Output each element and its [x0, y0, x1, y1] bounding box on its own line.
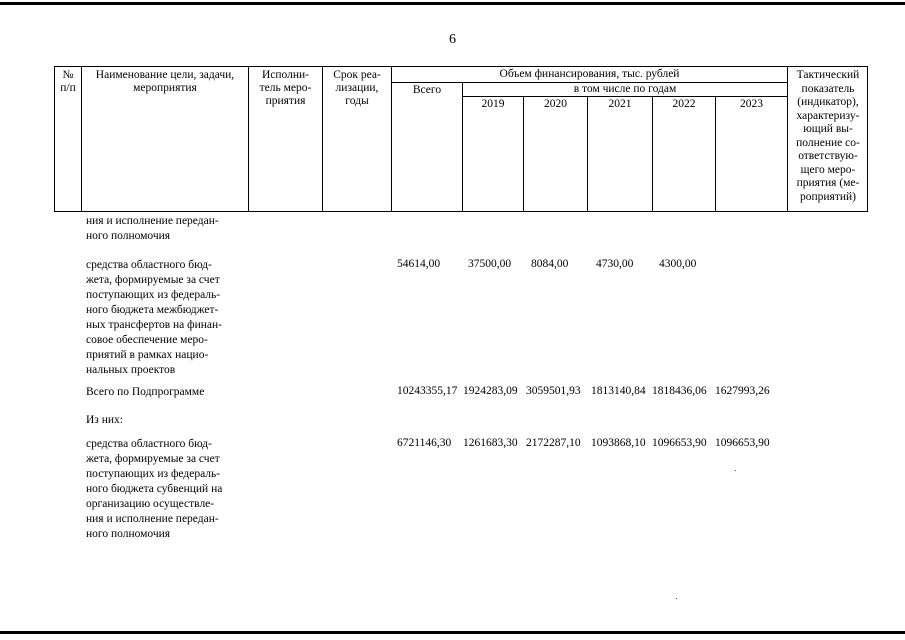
header-indicator: Тактический показатель (индикатор), характеризу- ющий вы- полнение со- ответствую- щего меро- приятия (ме- роприятий) [796, 69, 860, 203]
years-sub-line [462, 96, 787, 97]
row-subprogram-total-total: 10243355,17 [397, 385, 458, 397]
header-number: № п/п [60, 69, 76, 94]
row-subprogram-total-2021: 1813140,84 [591, 385, 646, 397]
header-executor: Исполни- тель меро- приятия [259, 69, 312, 107]
header-finance: Объем финансирования, тыс. рублей [499, 68, 680, 80]
top-border-rule [0, 2, 905, 5]
row-national-projects-label: средства областного бюд- жета, формируемые за счет поступающих из федераль- ного бюджета межбюджет- ных трансфертов на финан- совое обеспечение меро- приятий в рамках нацио- нальных проектов [86, 259, 222, 376]
row-subprogram-total-2020: 3059501,93 [526, 385, 581, 397]
row-subventions-2021: 1093868,10 [591, 437, 646, 449]
row-national-projects-2022: 4300,00 [659, 258, 697, 270]
header-top-line [54, 66, 868, 67]
row-subprogram-total-label: Всего по Подпрограмме [86, 386, 205, 398]
header-year-2023: 2023 [740, 98, 763, 110]
scan-speck [676, 598, 677, 599]
header-term: Срок реа- лизации, годы [333, 69, 381, 107]
bottom-border-rule [0, 631, 905, 634]
row-national-projects-2020: 8084,00 [531, 258, 569, 270]
row-subventions-total: 6721146,30 [397, 437, 452, 449]
vline-9 [715, 96, 716, 212]
row-subventions-2019: 1261683,30 [463, 437, 518, 449]
row-national-projects-2019: 37500,00 [468, 258, 512, 270]
row-subventions-label: средства областного бюд- жета, формируемые за счет поступающих из федераль- ного бюджета субвенций на организацию осуществле- ния и исполнение передан- ного полномочия [86, 438, 223, 540]
header-name: Наименование цели, задачи, мероприятия [95, 69, 235, 94]
row-of-them-label: Из них: [86, 414, 123, 426]
vline-6 [523, 96, 524, 212]
header-year-2022: 2022 [672, 98, 696, 110]
header-total: Всего [412, 84, 442, 96]
row-continuation-label: ния и исполнение передан- ного полномочия [86, 215, 219, 242]
table-header [54, 66, 868, 212]
row-subprogram-total-2019: 1924283,09 [463, 385, 518, 397]
vline-7 [587, 96, 588, 212]
row-national-projects-total: 54614,00 [397, 258, 441, 270]
row-subprogram-total-2023: 1627993,26 [715, 385, 770, 397]
row-subventions-2020: 2172287,10 [526, 437, 581, 449]
row-national-projects-2021: 4730,00 [596, 258, 634, 270]
scan-speck [735, 470, 736, 471]
row-subprogram-total-2022: 1818436,06 [652, 385, 707, 397]
vline-8 [652, 96, 653, 212]
row-subventions-2022: 1096653,90 [652, 437, 707, 449]
row-subventions-2023: 1096653,90 [715, 437, 770, 449]
indicator-bottom-line [787, 211, 868, 212]
page-number: 6 [449, 32, 456, 47]
header-year-2020: 2020 [544, 98, 567, 110]
header-year-2019: 2019 [481, 98, 505, 110]
header-year-2021: 2021 [608, 98, 632, 110]
header-by-years: в том числе по годам [573, 83, 677, 95]
header-bottom-line [54, 211, 787, 212]
